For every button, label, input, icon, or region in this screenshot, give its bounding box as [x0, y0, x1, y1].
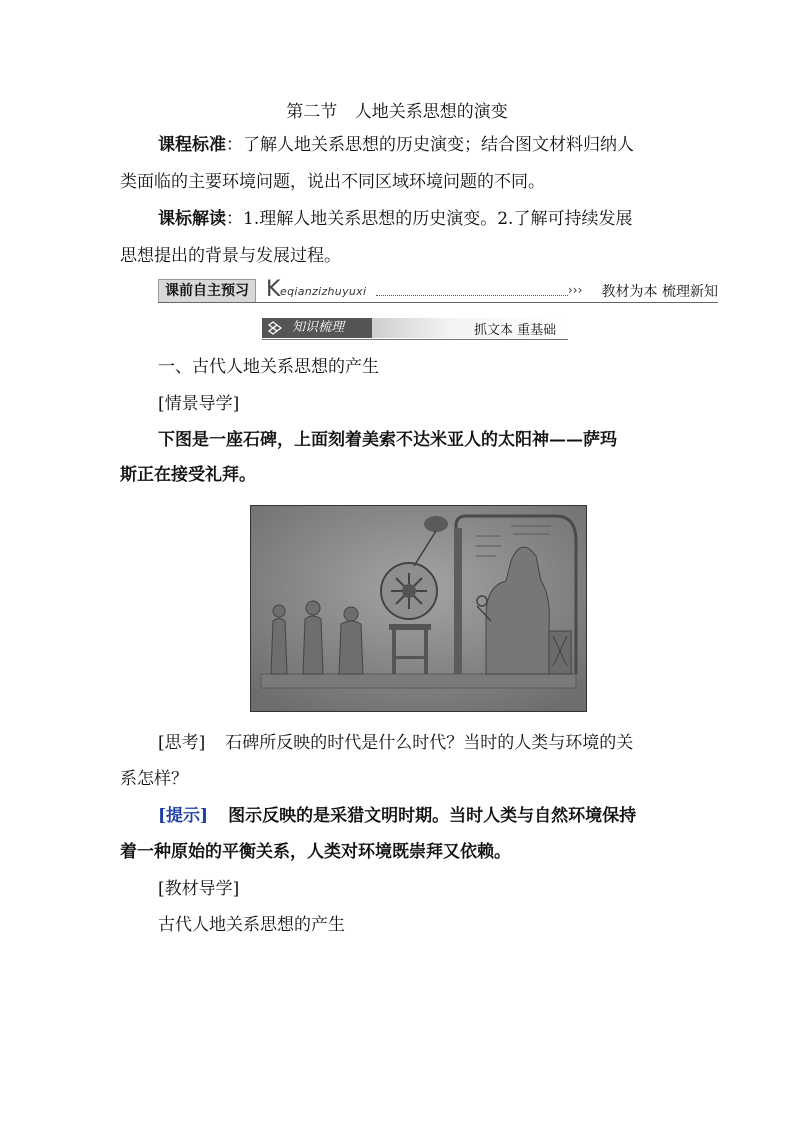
- banner-k-letter: K: [266, 277, 281, 302]
- preview-banner: [158, 279, 718, 303]
- shamash-relief-illustration: [251, 506, 586, 711]
- banner-slogan: 教材为本 梳理新知: [601, 284, 718, 300]
- scene-text-line1: 下图是一座石碑，上面刻着美索不达米亚人的太阳神——萨玛: [158, 430, 617, 450]
- subbanner-tag: [262, 318, 372, 338]
- banner-pinyin: eqianzizhuyuxi: [280, 285, 367, 298]
- interpretation-label: 课标解读: [158, 209, 226, 229]
- subbanner-slogan: 抓文本 重基础: [474, 323, 557, 338]
- textbook-guide-label: [教材导学]: [158, 879, 240, 899]
- scene-text-line2: 斯正在接受礼拜。: [120, 465, 256, 485]
- interpretation-line1: 课标解读：1.理解人地关系思想的历史演变。2.了解可持续发展: [158, 209, 633, 229]
- course-standard-line2: 类面临的主要环境问题，说出不同区域环境问题的不同。: [120, 172, 545, 192]
- course-standard-line1: 课程标准：了解人地关系思想的历史演变；结合图文材料归纳人: [158, 135, 634, 155]
- hint-line2: 着一种原始的平衡关系，人类对环境既崇拜又依赖。: [120, 842, 511, 862]
- knowledge-icon: [268, 321, 282, 335]
- preview-banner-tag: 课前自主预习: [158, 279, 256, 303]
- stone-relief-image: [250, 505, 587, 712]
- interpretation-line2: 思想提出的背景与发展过程。: [120, 246, 341, 266]
- heading-ancient-thought: 一、古代人地关系思想的产生: [158, 357, 379, 377]
- subbanner-underline: [262, 339, 568, 340]
- hint-label: [提示]: [158, 806, 209, 826]
- banner-arrows-icon: ›››: [568, 283, 583, 297]
- scene-guide-label: [情景导学]: [158, 394, 240, 414]
- subbanner-label: 知识梳理: [292, 320, 345, 335]
- think-label: [思考]: [158, 733, 206, 753]
- think-line2: 系怎样？: [120, 769, 188, 789]
- section-number: 第二节: [286, 102, 338, 122]
- hint-line1: [提示] 图示反映的是采猎文明时期。当时人类与自然环境保持: [158, 806, 637, 826]
- banner-dotted-line: [376, 295, 568, 296]
- textbook-heading: 古代人地关系思想的产生: [158, 915, 345, 935]
- course-standard-label: 课程标准: [158, 135, 226, 155]
- section-name: 人地关系思想的演变: [354, 102, 508, 122]
- section-title: [0, 97, 794, 122]
- knowledge-subbanner: [262, 318, 568, 340]
- think-line1: [思考] 石碑所反映的时代是什么时代？当时的人类与环境的关: [158, 733, 634, 753]
- banner-underline: [158, 302, 718, 303]
